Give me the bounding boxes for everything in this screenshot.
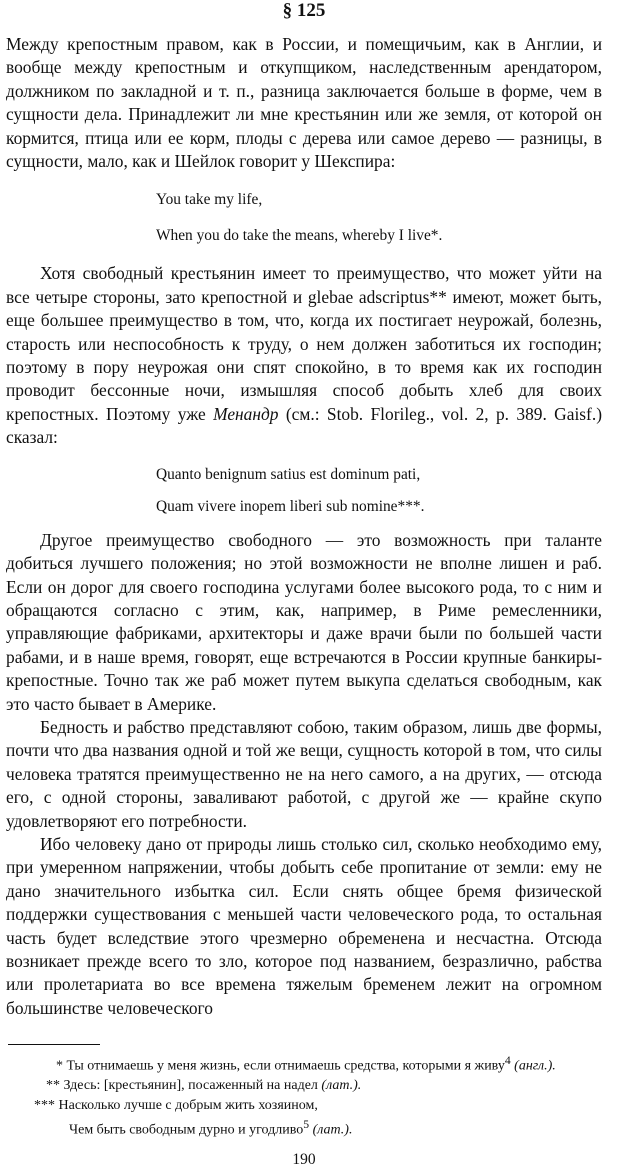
paragraph-1: Между крепостным правом, как в России, и помещичьим, как в Англии, и вообще между крепостным и откупщиком, наследственным арендатором, должником по закладной и т. п., разница заключается больше в форме, чем в сущности дела. Принадлежит ли мне крестьянин или же земля, от которой он кормится, птица или ее корм, плоды с дерева или самое дерево — разницы, в сущности, мало, как и Шейлок говорит у Шекспира:	[6, 34, 602, 172]
footnote-2	[6, 1076, 602, 1096]
paragraph-3: Другое преимущество свободного — это возможность при таланте добиться лучшего положения; но этой возможности не вполне лишен и раб. Если он дорог для своего господина услугами более высокого рода, то с ним и обращаются согласно с этим, как, например, в Риме ремесленники, управляющие фабриками, архитекторы и даже врачи были по большей части рабами, и в наше время, говорят, еще встречаются в России крупные банкиры-крепостные. Точно так же раб может путем выкупа сделаться свободным, как это часто бывает в Америке.	[6, 529, 602, 714]
footnote-1-lang: (англ.).	[514, 1058, 556, 1074]
footnote-3-text: Чем быть свободным дурно и угодливо	[69, 1123, 304, 1139]
paragraph-2	[6, 262, 602, 449]
paragraph-2-tail: (см.: Stob. Florileg., vol. 2, p. 389. Gaisf.) сказал:	[6, 403, 602, 448]
footnotes	[6, 1051, 602, 1140]
verse-line: When you do take the means, whereby I live*.	[156, 227, 443, 245]
verse-quote-english	[6, 190, 602, 246]
footnote-1-text: * Ты отнимаешь у меня жизнь, если отнимаешь средства, которыми я живу	[56, 1058, 505, 1074]
footnote-3-ref: 5	[303, 1118, 310, 1132]
verse-line: Quam vivere inopem liberi sub nomine***.	[156, 497, 425, 515]
footnote-divider	[8, 1044, 100, 1045]
author-name: Менандр	[213, 403, 279, 424]
verse-quote-latin	[6, 465, 602, 517]
verse-line: You take my life,	[156, 191, 263, 209]
paragraph-5: Ибо человеку дано от природы лишь столько сил, сколько необходимо ему, при умеренном напряжении, чтобы добыть себе пропитание от земли: ему не дано значительного избытка сил. Если снять общее бремя физической поддержки существования с меньшей части человеческого рода, то остальная часть будет вследствие этого чрезмерно обременена и несчастна. Отсюда возникает прежде всего то зло, которое под названием, безразлично, рабства или пролетариата во все времена тяжелым бременем лежит на огромном большинстве человеческого	[6, 833, 602, 1018]
footnote-2-text: ** Здесь: [крестьянин], посаженный на надел	[46, 1078, 322, 1094]
footnote-2-lang: (лат.).	[321, 1078, 362, 1094]
footnote-3-lang: (лат.).	[309, 1123, 353, 1139]
paragraph-2-text: Хотя свободный крестьянин имеет то преимущество, что может уйти на все четыре стороны, зато крепостной и glebae adscriptus** имеют, может быть, еще большее преимущество в том, что, когда их постигает неурожай, болезнь, старость или неспособность к труду, о нем должен заботиться их господин; поэтому в пору неурожая они спят спокойно, в то время как их господин проводит бессонные ночи, измышляя способ добыть хлеб для своих крепостных. Поэтому уже	[6, 263, 602, 424]
page-number: 190	[292, 1150, 316, 1168]
footnote-1	[6, 1051, 602, 1076]
section-heading: § 125	[282, 0, 326, 21]
footnote-3-line-1: *** Насколько лучше с добрым жить хозяином,	[34, 1097, 318, 1113]
footnote-3-line-2	[6, 1115, 602, 1140]
verse-line: Quanto benignum satius est dominum pati,	[156, 465, 421, 483]
paragraph-4: Бедность и рабство представляют собою, таким образом, лишь две формы, почти что два названия одной и той же вещи, сущность которой в том, что силы человека тратятся преимущественно не на него самого, а на других, — отсюда его, с одной стороны, заваливают работой, с другой же — крайне скупо удовлетворяют его потребности.	[6, 716, 602, 831]
footnote-1-ref: 4	[504, 1054, 511, 1068]
